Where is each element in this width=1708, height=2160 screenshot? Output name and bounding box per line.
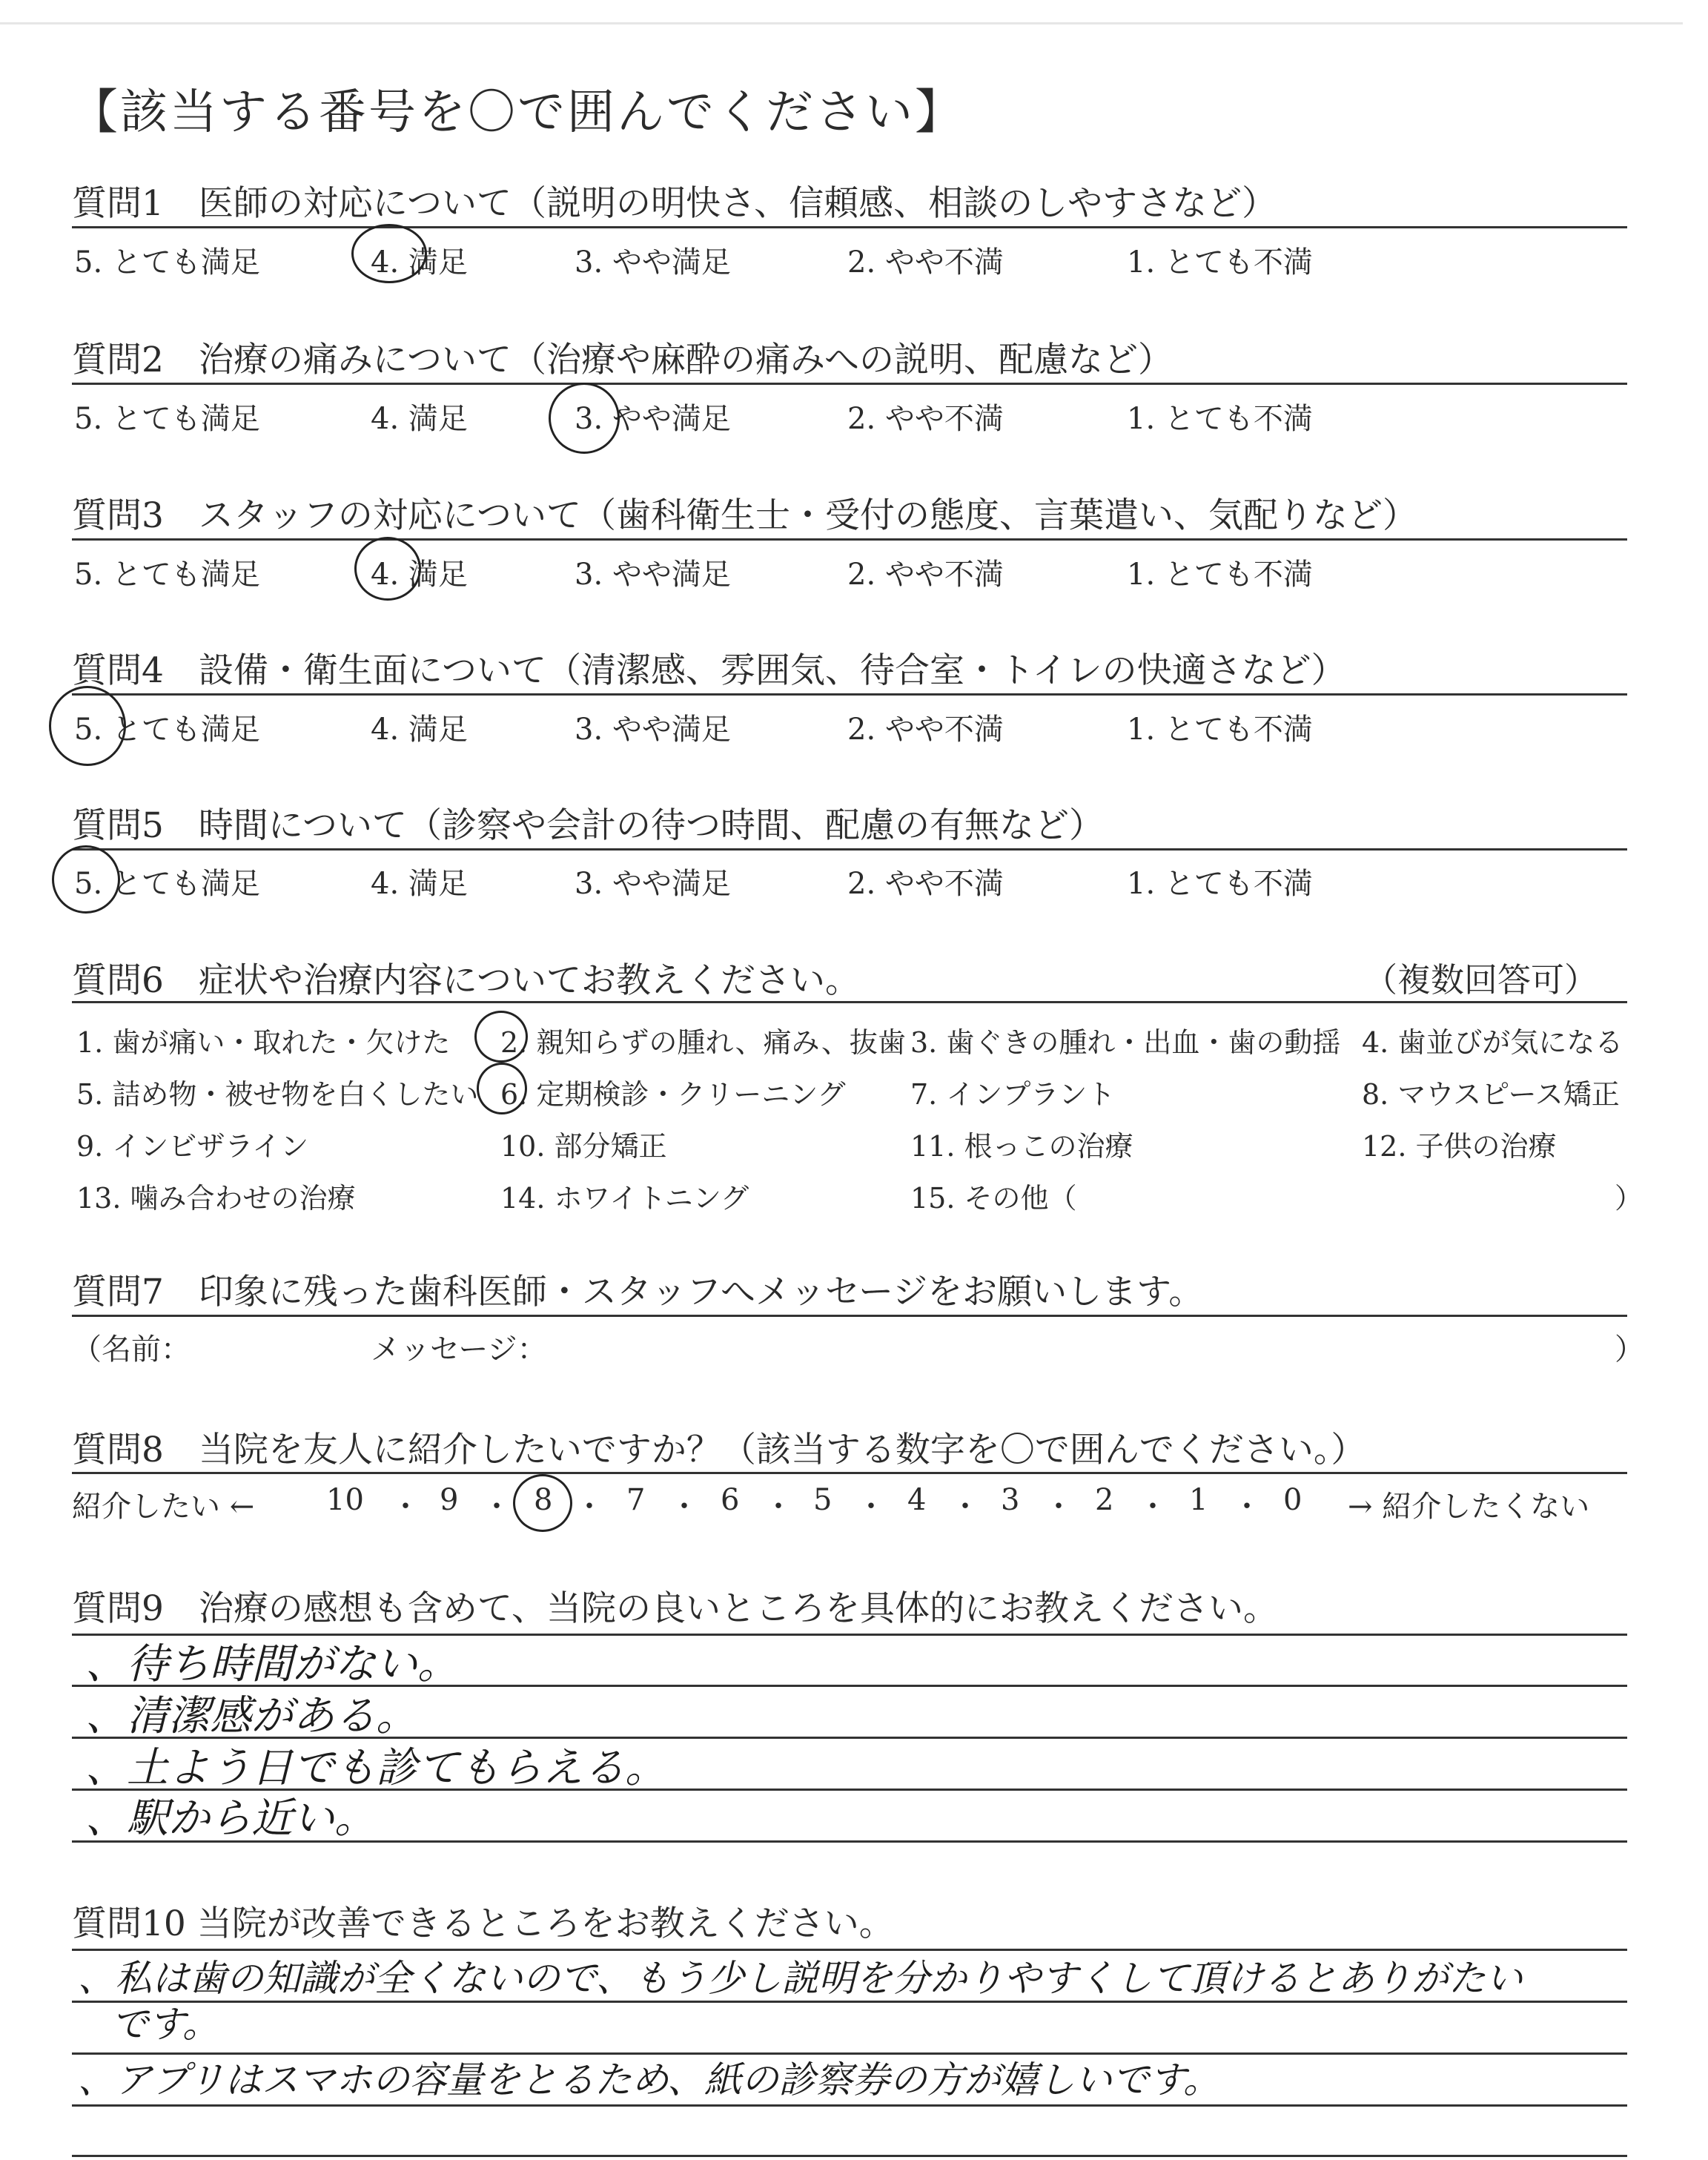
scale-dot: ・ (391, 1490, 420, 1524)
scale-9[interactable]: 9 (440, 1483, 459, 1517)
q4-option-5[interactable]: 5. とても満足 (74, 713, 260, 747)
scale-1[interactable]: 1 (1189, 1483, 1208, 1517)
q6-item-8[interactable]: 8. マウスピース矯正 (1362, 1078, 1620, 1111)
q10-line-5 (72, 2155, 1627, 2157)
multiple-answer-note: （複数回答可） (1364, 960, 1598, 1000)
q3-option-1[interactable]: 1. とても不満 (1127, 558, 1313, 592)
q8-selection-circle (513, 1474, 572, 1532)
q1-option-5[interactable]: 5. とても満足 (74, 245, 260, 280)
q3-selection-circle (354, 537, 421, 601)
q6-item-10[interactable]: 10. 部分矯正 (500, 1130, 667, 1163)
q10-answer-1-continued: です。 (111, 2003, 219, 2046)
q10-answer-1: 、私は歯の知識が全くないので、もう少し説明を分かりやすくして頂けるとありがたい (78, 1957, 1523, 2000)
scale-dot: ・ (1138, 1490, 1168, 1524)
question-5-rule (72, 848, 1627, 851)
q1-option-3[interactable]: 3. やや満足 (575, 245, 731, 280)
q4-option-1[interactable]: 1. とても不満 (1127, 713, 1313, 747)
recommend-left-label: 紹介したい ← (72, 1490, 255, 1524)
q3-option-2[interactable]: 2. やや不満 (847, 558, 1004, 592)
q6-selection-circle-6 (477, 1063, 527, 1114)
q1-option-4[interactable]: 4. 満足 (371, 245, 468, 280)
q10-answer-2: 、アプリはスマホの容量をとるため、紙の診察券の方が嬉しいです。 (78, 2058, 1220, 2101)
q6-item-15[interactable]: 15. その他（ (910, 1182, 1077, 1215)
q6-item-13[interactable]: 13. 噛み合わせの治療 (76, 1182, 356, 1215)
scale-dot: ・ (575, 1490, 604, 1524)
q6-item-3[interactable]: 3. 歯ぐきの腫れ・出血・歯の動揺 (910, 1026, 1341, 1059)
q6-item-11[interactable]: 11. 根っこの治療 (910, 1130, 1133, 1163)
page-title: 【該当する番号を〇で囲んでください】 (70, 85, 964, 140)
q2-option-2[interactable]: 2. やや不満 (847, 402, 1004, 436)
question-4-heading: 質問4 設備・衛生面について（清潔感、雰囲気、待合室・トイレの快適さなど） (72, 650, 1346, 691)
scale-7[interactable]: 7 (626, 1483, 646, 1517)
q5-selection-circle (52, 845, 120, 914)
question-7-heading: 質問7 印象に残った歯科医師・スタッフへメッセージをお願いします。 (72, 1272, 1204, 1312)
q9-answer-1: 、待ち時間がない。 (85, 1640, 459, 1688)
scale-dot: ・ (482, 1490, 512, 1524)
q6-item-9[interactable]: 9. インビザライン (76, 1130, 309, 1163)
question-3-heading: 質問3 スタッフの対応について（歯科衛生士・受付の態度、言葉遣い、気配りなど） (72, 495, 1417, 536)
q1-option-2[interactable]: 2. やや不満 (847, 245, 1004, 280)
q6-item-12[interactable]: 12. 子供の治療 (1362, 1130, 1557, 1163)
question-8-rule (72, 1472, 1627, 1474)
q5-option-3[interactable]: 3. やや満足 (575, 867, 731, 901)
q6-item-7[interactable]: 7. インプラント (910, 1078, 1116, 1111)
q6-item-1[interactable]: 1. 歯が痛い・取れた・欠けた (76, 1026, 451, 1059)
question-9-heading: 質問9 治療の感想も含めて、当院の良いところを具体的にお教えください。 (72, 1588, 1278, 1629)
question-1-heading: 質問1 医師の対応について（説明の明快さ、信頼感、相談のしやすさなど） (72, 183, 1277, 224)
q5-option-5[interactable]: 5. とても満足 (74, 867, 260, 901)
q10-line-4 (72, 2104, 1627, 2107)
q5-option-2[interactable]: 2. やや不満 (847, 867, 1004, 901)
scale-2[interactable]: 2 (1095, 1483, 1114, 1517)
scale-dot: ・ (1232, 1490, 1262, 1524)
scale-dot: ・ (1044, 1490, 1073, 1524)
question-2-heading: 質問2 治療の痛みについて（治療や麻酔の痛みへの説明、配慮など） (72, 340, 1174, 380)
question-4-rule (72, 693, 1627, 696)
top-border (0, 22, 1683, 24)
scale-4[interactable]: 4 (907, 1483, 927, 1517)
q1-option-1[interactable]: 1. とても不満 (1127, 245, 1313, 280)
question-5-heading: 質問5 時間について（診察や会計の待つ時間、配慮の有無など） (72, 805, 1104, 846)
q7-close-paren: ） (1615, 1332, 1644, 1367)
question-6-heading: 質問6 症状や治療内容についてお教えください。 (72, 960, 860, 1001)
question-1-rule (72, 226, 1627, 228)
q6-item-5[interactable]: 5. 詰め物・被せ物を白くしたい (76, 1078, 479, 1111)
scale-8[interactable]: 8 (534, 1483, 553, 1517)
question-2-rule (72, 383, 1627, 385)
scale-0[interactable]: 0 (1283, 1483, 1302, 1517)
q3-option-3[interactable]: 3. やや満足 (575, 558, 731, 592)
q5-option-4[interactable]: 4. 満足 (371, 867, 468, 901)
q6-item-14[interactable]: 14. ホワイトニング (500, 1182, 749, 1215)
q9-answer-4: 、駅から近い。 (85, 1794, 376, 1843)
q4-selection-circle (49, 686, 126, 766)
q6-other-close-paren: ） (1615, 1182, 1644, 1215)
q2-option-3[interactable]: 3. やや満足 (575, 402, 731, 436)
q3-option-5[interactable]: 5. とても満足 (74, 558, 260, 592)
q4-option-2[interactable]: 2. やや不満 (847, 713, 1004, 747)
q6-selection-circle-2 (474, 1011, 528, 1063)
scale-dot: ・ (764, 1490, 793, 1524)
q2-option-4[interactable]: 4. 満足 (371, 402, 468, 436)
q2-option-1[interactable]: 1. とても不満 (1127, 402, 1313, 436)
q6-item-4[interactable]: 4. 歯並びが気になる (1362, 1026, 1623, 1059)
question-8-heading: 質問8 当院を友人に紹介したいですか？（該当する数字を〇で囲んでください。） (72, 1430, 1366, 1470)
message-label: メッセージ： (371, 1332, 547, 1367)
q6-item-6[interactable]: 6. 定期検診・クリーニング (500, 1078, 846, 1111)
q1-selection-circle (351, 224, 427, 283)
q2-selection-circle (549, 383, 620, 454)
name-label: （名前： (72, 1332, 191, 1367)
scale-5[interactable]: 5 (813, 1483, 833, 1517)
question-10-heading: 質問10 当院が改善できるところをお教えください。 (72, 1903, 894, 1944)
q4-option-4[interactable]: 4. 満足 (371, 713, 468, 747)
recommend-right-label: → 紹介したくない (1348, 1490, 1590, 1524)
question-7-rule (72, 1315, 1627, 1317)
scale-dot: ・ (950, 1490, 980, 1524)
scale-10[interactable]: 10 (326, 1483, 364, 1517)
q4-option-3[interactable]: 3. やや満足 (575, 713, 731, 747)
q2-option-5[interactable]: 5. とても満足 (74, 402, 260, 436)
question-3-rule (72, 538, 1627, 541)
q9-answer-3: 、土よう日でも診てもらえる。 (85, 1744, 666, 1792)
scale-6[interactable]: 6 (721, 1483, 740, 1517)
scale-dot: ・ (669, 1490, 699, 1524)
q9-answer-2: 、清潔感がある。 (85, 1692, 417, 1740)
scale-3[interactable]: 3 (1001, 1483, 1020, 1517)
scale-dot: ・ (856, 1490, 886, 1524)
q5-option-1[interactable]: 1. とても不満 (1127, 867, 1313, 901)
q3-option-4[interactable]: 4. 満足 (371, 558, 468, 592)
q6-item-2[interactable]: 2. 親知らずの腫れ、痛み、抜歯 (500, 1026, 906, 1059)
question-6-rule (72, 1001, 1627, 1003)
